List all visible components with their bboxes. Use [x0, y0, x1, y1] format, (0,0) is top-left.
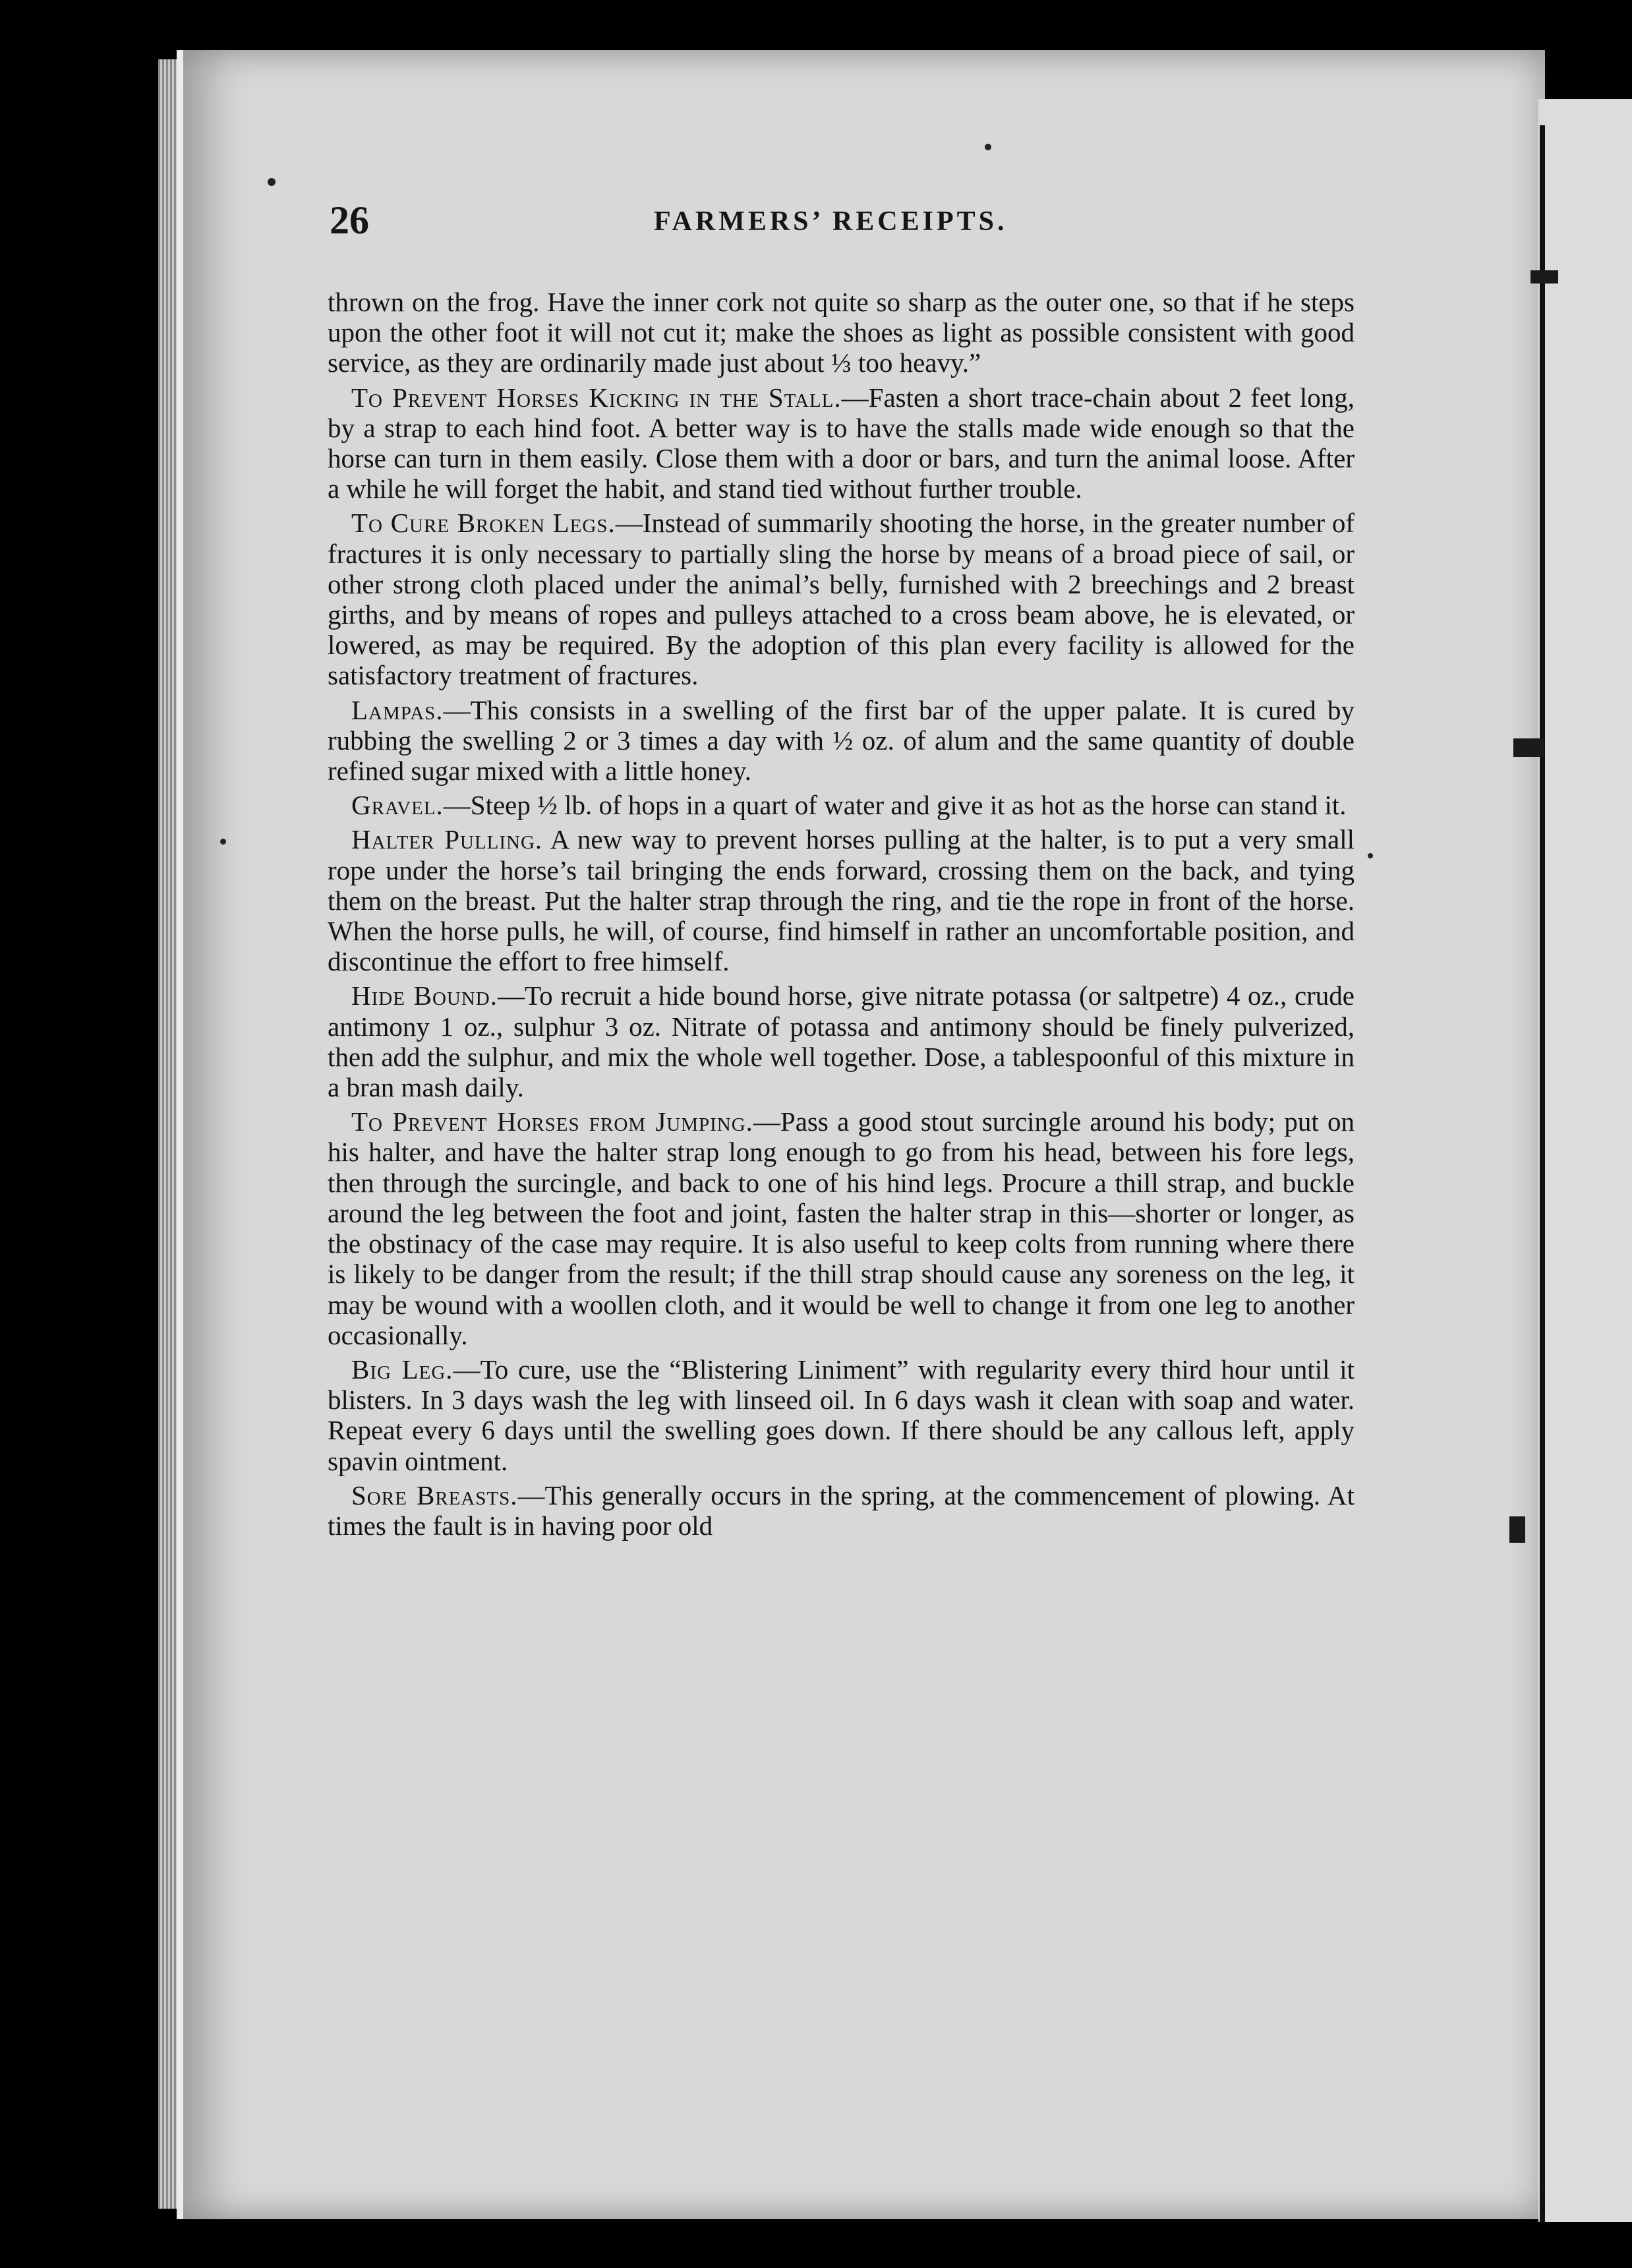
entry-heading: Gravel. [351, 790, 444, 821]
paragraph-text: —Pass a good stout surcingle around his body; put on his halter, and have the halter strap long enough to go from his head, between his fore legs, then through the surcingle, and back to one of his hind legs. Procure a thill strap, and buckle around the leg between the foot and joint, fasten the halter strap in this—shorter or longer, as the obstinacy of the case may require. It is also useful to keep colts from running where there is likely to be danger from the result; if the thill strap should cause any soreness on the leg, it may be wound with a woollen cloth, and it would be well to change it from one leg to another occasionally. [328, 1106, 1355, 1350]
paragraph [328, 1354, 1355, 1476]
binding-mark [1509, 1516, 1525, 1543]
entry-heading: Lampas. [351, 694, 444, 725]
paragraph-text: A new way to prevent horses pulling at the halter, is to put a very small rope under the horse’s tail bringing the ends forward, crossing them on the back, and tying them on the breast. Put the halter strap through the ring, and tie the rope in front of the horse. When the horse pulls, he will, of course, find himself in rather an uncomfortable position, and discontinue the effort to free himself. [328, 824, 1355, 977]
facing-page-rule [1540, 125, 1545, 2222]
paragraph [328, 1480, 1355, 1541]
paragraph [328, 980, 1355, 1102]
speck [1368, 853, 1373, 858]
paragraph [328, 695, 1355, 787]
paragraph-text: —Instead of summarily shooting the horse, in the greater number of fractures it is only necessary to partially sling the horse by means of a broad piece of sail, or other strong cloth placed under the animal’s belly, furnished with 2 breechings and 2 breast girths, and by means of ropes and pulleys attached to a cross beam above, he is elevated, or lowered, as may be required. By the adoption of this plan every facility is allowed for the satisfactory treatment of fractures. [328, 508, 1355, 691]
page-number: 26 [330, 198, 369, 242]
speck [268, 178, 276, 186]
entry-heading: Big Leg. [351, 1354, 453, 1385]
paragraph-text: —This consists in a swelling of the first bar of the upper palate. It is cured by rubbing the swelling 2 or 3 times a day with ½ oz. of alum and the same quantity of double refined sugar mixed with a little honey. [328, 694, 1355, 787]
entry-heading: To Prevent Horses from Jumping. [351, 1106, 753, 1137]
paragraph [328, 790, 1355, 820]
paragraph [328, 824, 1355, 976]
entry-heading: To Cure Broken Legs. [351, 508, 616, 539]
speck [985, 144, 991, 150]
paragraph [328, 382, 1355, 504]
paragraph [328, 508, 1355, 690]
paragraph-text: —This generally occurs in the spring, at the commencement of plowing. At times the fault is in having poor old [328, 1479, 1355, 1541]
entry-heading: Hide Bound. [351, 980, 498, 1011]
facing-page-strip [1538, 99, 1632, 2222]
paragraph [328, 287, 1355, 378]
paragraph [328, 1106, 1355, 1350]
paragraph-text: —Steep ½ lb. of hops in a quart of water and give it as hot as the horse can stand it. [443, 790, 1347, 821]
running-head: FARMERS’ RECEIPTS. [654, 206, 1008, 237]
paragraph-text: —Fasten a short trace-chain about 2 feet long, by a strap to each hind foot. A better way is to have the stalls made wide enough so that the horse can turn in them easily. Close them with a door or bars, and turn the animal loose. After a while he will forget the habit, and stand tied without further trouble. [328, 382, 1355, 504]
page-edge-stack [158, 59, 178, 2209]
paragraph-text: —To recruit a hide bound horse, give nitrate potassa (or saltpetre) 4 oz., crude antimony 1 oz., sulphur 3 oz. Nitrate of potassa and antimony should be finely pulverized, then add the sulphur, and mix the whole well together. Dose, a tablespoonful of this mixture in a bran mash daily. [328, 980, 1355, 1103]
speck [220, 839, 226, 845]
entry-heading: To Prevent Horses Kicking in the Stall. [351, 382, 842, 413]
paragraph-text: —To cure, use the “Blistering Liniment” with regularity every third hour until it blisters. In 3 days wash the leg with linseed oil. In 6 days wash it clean with soap and water. Repeat every 6 days until the swelling goes down. If there should be any callous left, apply spavin ointment. [328, 1354, 1355, 1476]
entry-heading: Sore Breasts. [351, 1479, 518, 1510]
binding-mark [1513, 738, 1544, 757]
entry-heading: Halter Pulling. [351, 824, 543, 855]
page-header [330, 198, 1358, 251]
paragraph-text: thrown on the frog. Have the inner cork not quite so sharp as the outer one, so that if he steps upon the other foot it will not cut it; make the shoes as light as possible consistent with good service, as they are ordinarily made just about ⅓ too heavy.” [328, 287, 1355, 378]
binding-mark [1530, 270, 1558, 284]
page-body [328, 287, 1355, 1545]
